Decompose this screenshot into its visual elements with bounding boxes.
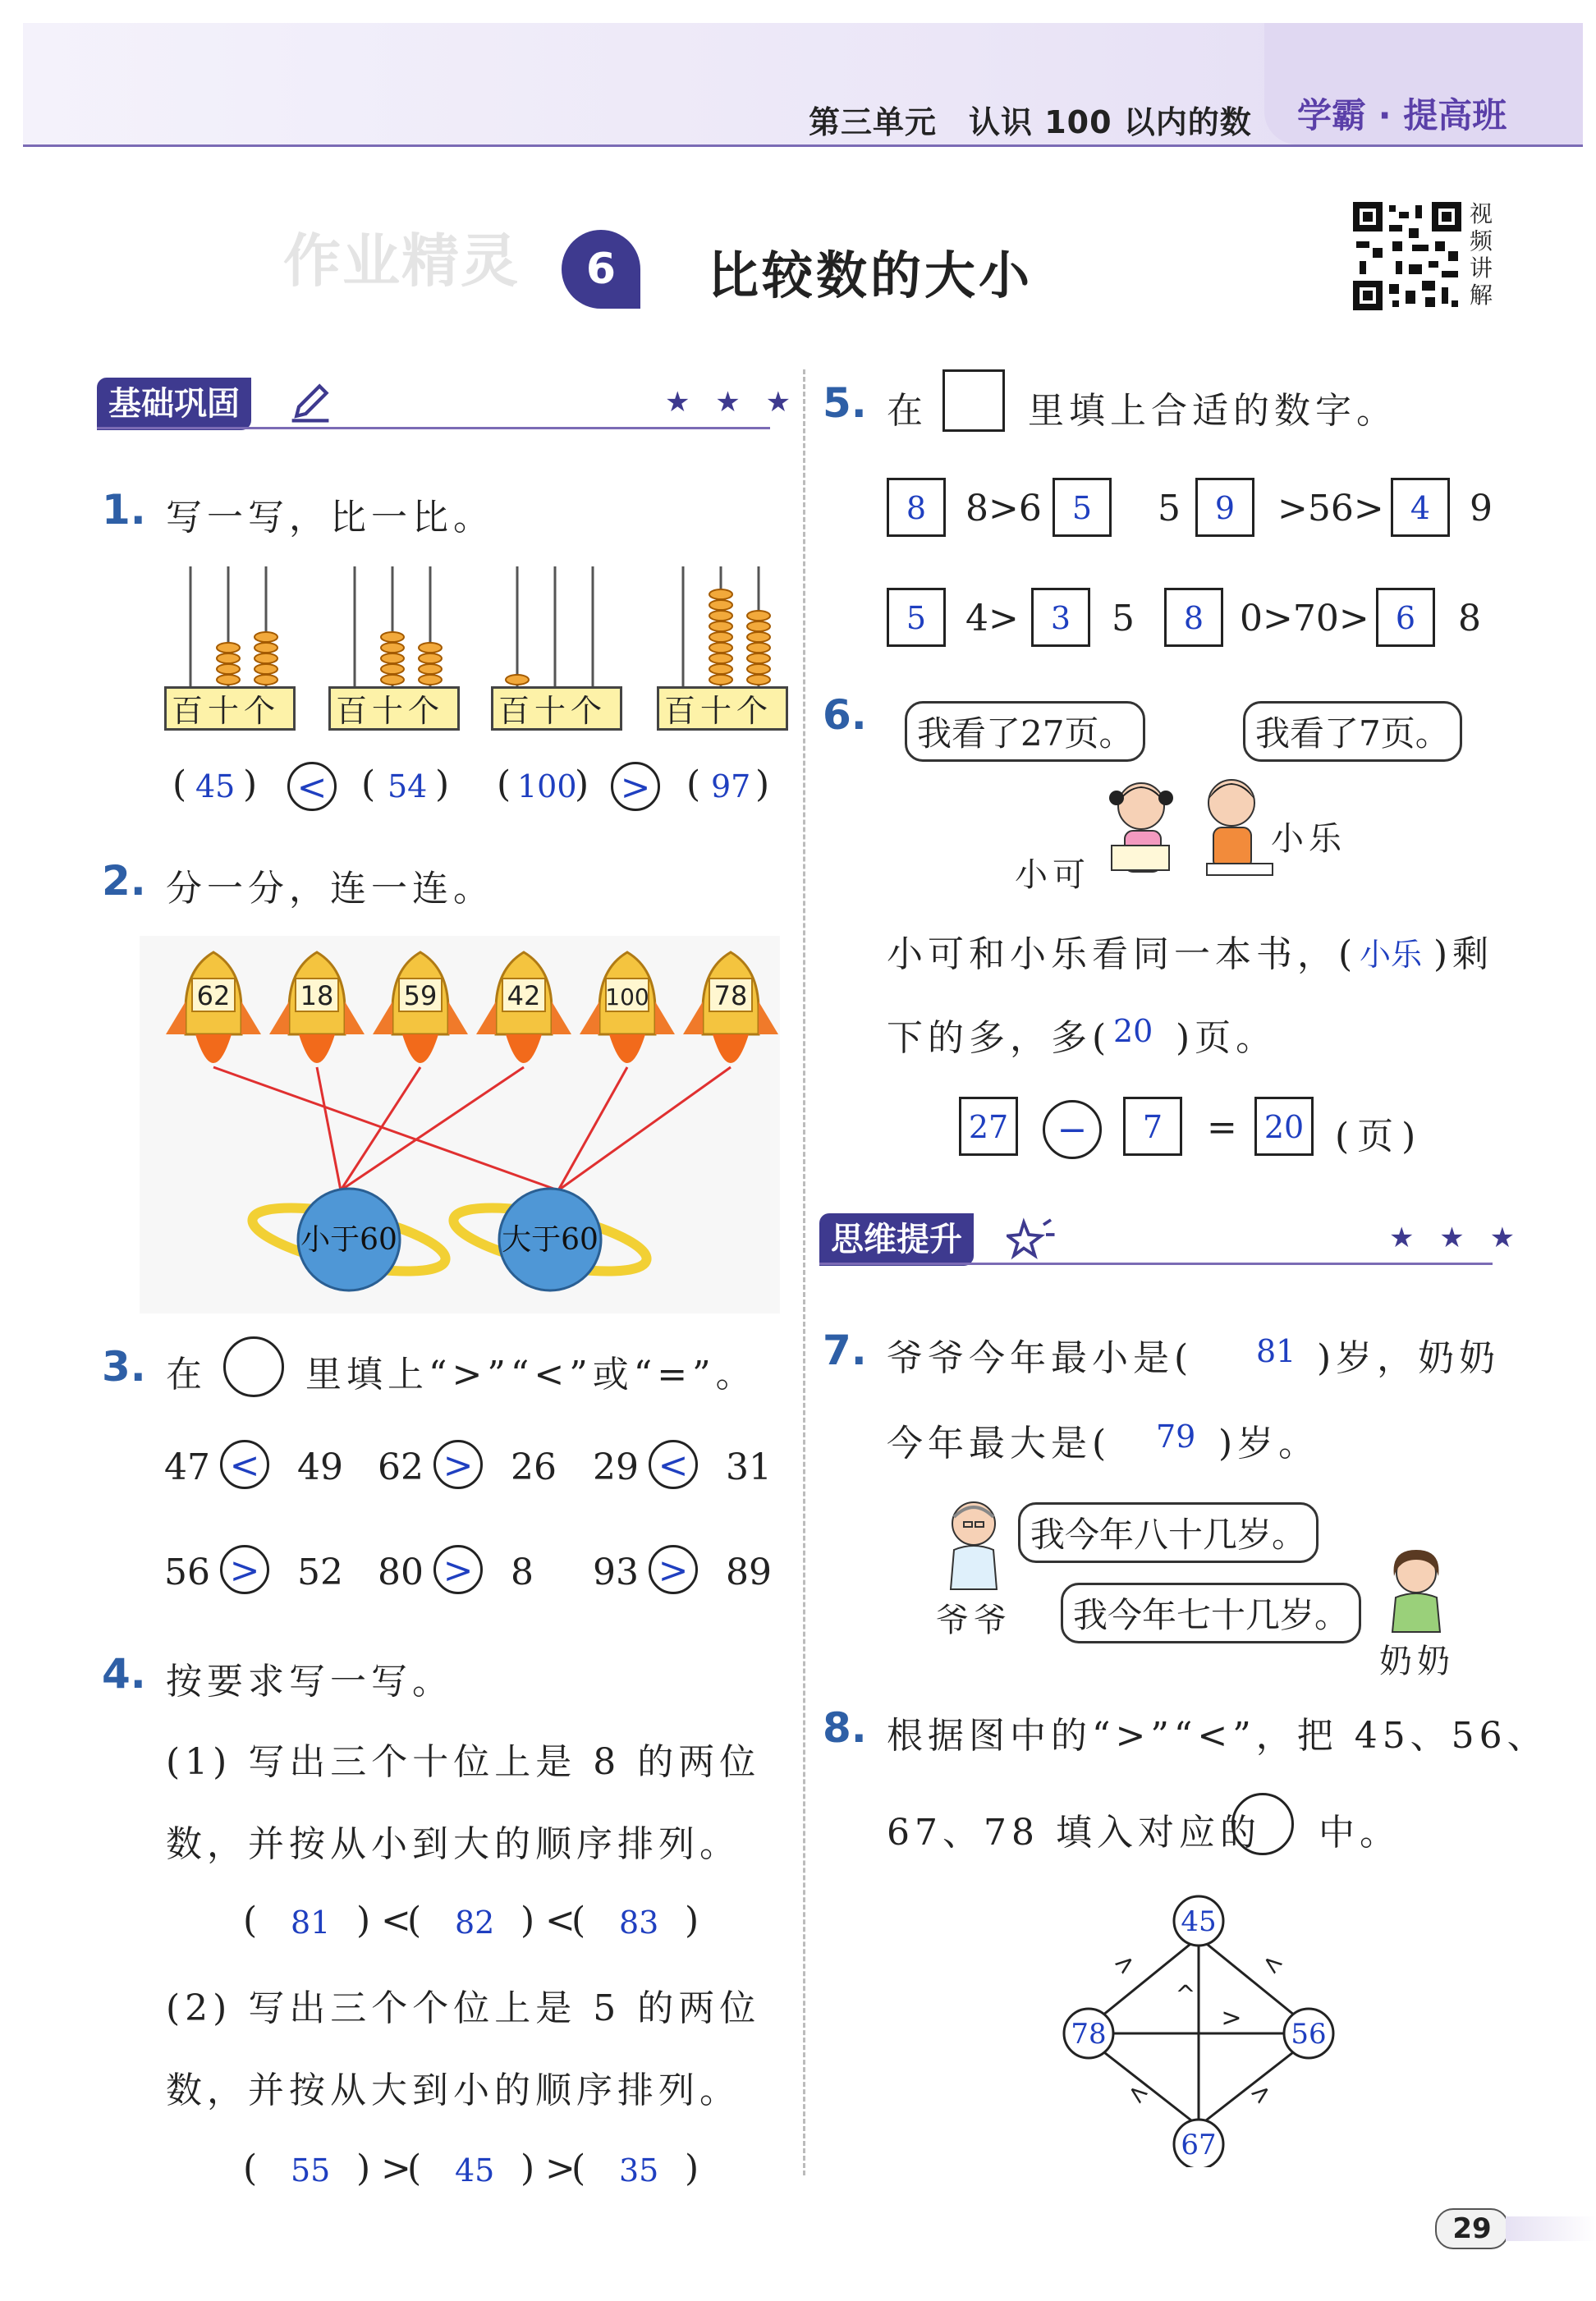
abacus-bead (255, 675, 277, 685)
paren-open: ( (172, 763, 187, 805)
abacus-bead (709, 589, 732, 599)
paren-open: ( (407, 2147, 422, 2189)
grandpa-illustration (933, 1492, 1015, 1591)
question-text: 根据图中的“>”“<”，把 45、56、 (887, 1715, 1548, 1757)
question-number: 6. (823, 691, 867, 739)
abacus-bead (709, 632, 732, 642)
sign-text: < (381, 1900, 411, 1941)
lesson-title: 比较数的大小 (708, 245, 1034, 305)
edge-sign: > (1244, 2075, 1278, 2112)
circle-blank-example (1231, 1793, 1294, 1855)
paren-open: ( (243, 1900, 258, 1941)
edge-sign: < (1121, 2075, 1155, 2112)
abacus-bead (255, 664, 277, 674)
abacus-bead (381, 632, 404, 642)
abacus-bead (747, 653, 770, 663)
header-rule (23, 144, 1583, 147)
speech-bubble: 我今年八十几岁。 (1018, 1502, 1319, 1563)
question-text: 今年最大是( (887, 1423, 1112, 1464)
abacus-bead (747, 675, 770, 685)
abacus-bead (709, 643, 732, 653)
paren-close: ) (575, 763, 589, 805)
section-basic-rule (97, 427, 770, 429)
digit-box[interactable]: 5 (887, 588, 946, 647)
grandma-illustration (1379, 1543, 1453, 1634)
number-text: 56 (164, 1552, 210, 1593)
equation-box[interactable]: 20 (1254, 1097, 1314, 1156)
question-text: 小可和小乐看同一本书，( (887, 933, 1358, 975)
paren-close: ) (685, 1900, 699, 1941)
digit-box[interactable]: 3 (1031, 588, 1090, 647)
question-text: 分一分，连一连。 (166, 868, 494, 910)
abacus-label: 百十个 (657, 686, 788, 731)
question-text: )岁，奶奶 (1317, 1337, 1501, 1379)
question-text: 按要求写一写。 (166, 1661, 453, 1703)
equation-box[interactable]: 7 (1123, 1097, 1182, 1156)
abacus-bead (217, 675, 240, 685)
number-text: 49 (297, 1446, 343, 1488)
question-text: 里填上“>”“<”或“=”。 (305, 1354, 757, 1396)
section-advanced-tag: 思维提升 (819, 1213, 974, 1266)
abacus-bead (419, 653, 442, 663)
question-number: 7. (823, 1327, 867, 1374)
page-number: 29 (1435, 2208, 1509, 2249)
question-number: 2. (102, 857, 146, 905)
compare-circle[interactable]: < (649, 1440, 698, 1489)
number-text: 89 (726, 1552, 772, 1593)
pencil-icon (287, 379, 333, 425)
page-number-tail (1506, 2216, 1596, 2241)
paren-open: ( (497, 763, 511, 805)
abacus-bead (709, 653, 732, 663)
rocket-label: 42 (507, 980, 541, 1011)
children-reading-illustration (1084, 755, 1289, 887)
unit-label: (页) (1335, 1116, 1424, 1157)
answer-value[interactable]: 83 (619, 1905, 659, 1941)
qr-code-icon[interactable] (1353, 202, 1461, 310)
compare-circle[interactable]: < (287, 762, 337, 811)
question-text: )岁。 (1218, 1423, 1320, 1464)
expression-text: 8 (1458, 598, 1481, 639)
node-left-value: 78 (1071, 2018, 1107, 2051)
answer-value[interactable]: 小乐 (1360, 937, 1423, 973)
paren-open: ( (571, 1900, 586, 1941)
compare-circle[interactable]: > (649, 1545, 698, 1594)
answer-value[interactable]: 81 (291, 1905, 331, 1941)
answer-value[interactable]: 35 (619, 2152, 659, 2189)
question-text: 67、78 填入对应的 (887, 1812, 1261, 1854)
edge-sign: < (1255, 1946, 1290, 1982)
number-text: 29 (593, 1446, 639, 1488)
question-number: 4. (102, 1650, 146, 1698)
abacus-bead (747, 632, 770, 642)
sign-text: > (381, 2147, 411, 2189)
rocket-label: 100 (605, 983, 649, 1011)
compare-circle[interactable]: > (220, 1545, 269, 1594)
qr-video-label: 视 频 讲 解 (1470, 200, 1493, 309)
paren-close: ) (521, 2147, 535, 2189)
question-text: 在 (166, 1354, 207, 1396)
section-basic-tag: 基础巩固 (97, 378, 251, 430)
abacus-bead (709, 600, 732, 610)
person-name: 爷爷 (936, 1602, 1011, 1639)
digit-box[interactable]: 8 (887, 478, 946, 537)
number-text: 93 (593, 1552, 639, 1593)
square-blank-example (942, 369, 1005, 432)
expression-text: 8>6 (965, 488, 1042, 529)
operator-circle[interactable]: − (1043, 1100, 1102, 1159)
speech-bubble: 我看了27页。 (905, 701, 1145, 762)
question-number: 5. (823, 379, 867, 427)
abacus-bead (381, 675, 404, 685)
subquestion-text: 数，并按从大到小的顺序排列。 (166, 2070, 741, 2111)
digit-box[interactable]: 6 (1376, 588, 1435, 647)
abacus-bead (255, 632, 277, 642)
comparison-diagram (1051, 1888, 1363, 2167)
abacus-bead (709, 611, 732, 621)
expression-text: 5 (1158, 488, 1181, 529)
circle-blank-example (223, 1336, 284, 1397)
abacus-bead (747, 611, 770, 621)
abacus-bead (255, 653, 277, 663)
brand-title: 学霸 · 提高班 (1297, 95, 1507, 135)
paren-close: ) (685, 2147, 699, 2189)
compare-circle[interactable]: > (433, 1545, 483, 1594)
watermark-logo: 作业精灵 (283, 227, 520, 295)
subquestion-text: (1) 写出三个十位上是 8 的两位 (166, 1741, 761, 1783)
equals-sign: = (1207, 1107, 1237, 1148)
section-advanced-rule (819, 1263, 1493, 1265)
paren-close: ) (356, 2147, 371, 2189)
sparkle-star-icon (1007, 1215, 1056, 1264)
abacus-bead (747, 621, 770, 631)
question-text: )剩 (1433, 933, 1494, 975)
node-top-value: 45 (1181, 1905, 1217, 1938)
abacus-bead (506, 675, 529, 685)
question-text: 中。 (1319, 1812, 1401, 1854)
rocket-label: 62 (196, 980, 231, 1011)
abacus-bead (747, 664, 770, 674)
answer-value[interactable]: 79 (1156, 1419, 1196, 1455)
rocket-label: 78 (713, 980, 748, 1011)
abacus-label: 百十个 (164, 686, 296, 731)
answer-value[interactable]: 45 (195, 768, 236, 804)
compare-circle[interactable]: > (433, 1440, 483, 1489)
speech-bubble: 我今年七十几岁。 (1061, 1583, 1361, 1643)
paren-close: ) (755, 763, 770, 805)
digit-box[interactable]: 4 (1391, 478, 1450, 537)
rocket-matching-figure (140, 936, 780, 1313)
edge-sign: ^ (1175, 1981, 1196, 2010)
expression-text: 9 (1470, 488, 1493, 529)
speech-bubble: 我看了7页。 (1243, 701, 1462, 762)
abacus-label: 百十个 (328, 686, 460, 731)
answer-value[interactable]: 45 (455, 2152, 495, 2189)
compare-circle[interactable]: < (220, 1440, 269, 1489)
question-number: 8. (823, 1704, 867, 1752)
paren-open: ( (407, 1900, 422, 1941)
paren-close: ) (521, 1900, 535, 1941)
abacus-bead (419, 664, 442, 674)
sign-text: > (545, 2147, 576, 2189)
answer-value[interactable]: 97 (711, 768, 751, 804)
column-divider (803, 369, 805, 2175)
paren-open: ( (243, 2147, 258, 2189)
abacus-bead (381, 653, 404, 663)
question-text: 里填上合适的数字。 (1028, 390, 1397, 432)
paren-open: ( (571, 2147, 586, 2189)
abacus-bead (709, 664, 732, 674)
abacus-bead (419, 643, 442, 653)
digit-box[interactable]: 9 (1195, 478, 1254, 537)
question-number: 3. (102, 1343, 146, 1391)
rocket-label: 18 (300, 980, 334, 1011)
compare-circle[interactable]: > (611, 762, 660, 811)
sign-text: < (545, 1900, 576, 1941)
child-name: 小可 (1015, 856, 1090, 894)
edge-sign: > (1108, 1946, 1142, 1982)
question-text: 下的多，多( (887, 1017, 1112, 1059)
number-text: 8 (511, 1552, 534, 1593)
rocket-label: 59 (403, 980, 438, 1011)
abacus-bead (217, 664, 240, 674)
difficulty-stars: ★ ★ ★ (1389, 1222, 1524, 1254)
answer-value[interactable]: 82 (455, 1905, 495, 1941)
answer-value[interactable]: 100 (517, 768, 577, 804)
question-text: )页。 (1176, 1017, 1277, 1059)
edge-sign: > (1221, 2004, 1242, 2033)
abacus-bead (217, 643, 240, 653)
answer-value[interactable]: 55 (291, 2152, 331, 2189)
abacus-bead (381, 664, 404, 674)
number-text: 26 (511, 1446, 557, 1488)
digit-box[interactable]: 8 (1164, 588, 1223, 647)
paren-open: ( (361, 763, 376, 805)
node-bottom-value: 67 (1181, 2129, 1217, 2161)
answer-value[interactable]: 20 (1113, 1013, 1153, 1049)
planet-label: 大于60 (502, 1223, 598, 1257)
paren-close: ) (435, 763, 450, 805)
digit-box[interactable]: 5 (1053, 478, 1112, 537)
person-name: 奶奶 (1379, 1643, 1455, 1680)
expression-text: 5 (1112, 598, 1135, 639)
subquestion-text: (2) 写出三个个位上是 5 的两位 (166, 1987, 761, 2029)
expression-text: 0>70> (1240, 598, 1369, 639)
paren-close: ) (243, 763, 258, 805)
question-text: 写一写，比一比。 (166, 497, 494, 539)
unit-title: 第三单元 认识 100 以内的数 (809, 104, 1252, 140)
question-text: 爷爷今年最小是( (887, 1337, 1194, 1379)
abacus-bead (217, 653, 240, 663)
planet-label: 小于60 (300, 1223, 397, 1257)
answer-value[interactable]: 54 (388, 768, 428, 804)
question-text: 在 (887, 390, 928, 432)
equation-box[interactable]: 27 (959, 1097, 1018, 1156)
number-text: 62 (378, 1446, 424, 1488)
abacus-bead (255, 643, 277, 653)
abacus-bead (709, 621, 732, 631)
number-text: 80 (378, 1552, 424, 1593)
abacus-label: 百十个 (491, 686, 622, 731)
number-text: 31 (726, 1446, 772, 1488)
child-name: 小乐 (1271, 820, 1346, 858)
node-right-value: 56 (1291, 2018, 1327, 2051)
abacus-bead (747, 643, 770, 653)
answer-value[interactable]: 81 (1256, 1333, 1296, 1369)
question-number: 1. (102, 486, 146, 534)
expression-text: >56> (1277, 488, 1384, 529)
number-text: 52 (297, 1552, 343, 1593)
expression-text: 4> (965, 598, 1019, 639)
subquestion-text: 数，并按从小到大的顺序排列。 (166, 1823, 741, 1865)
paren-close: ) (356, 1900, 371, 1941)
lesson-number-badge: 6 (562, 230, 640, 309)
difficulty-stars: ★ ★ ★ (665, 386, 800, 419)
abacus-bead (381, 643, 404, 653)
abacus-bead (419, 675, 442, 685)
abacus-bead (709, 675, 732, 685)
paren-open: ( (686, 763, 701, 805)
number-text: 47 (164, 1446, 210, 1488)
